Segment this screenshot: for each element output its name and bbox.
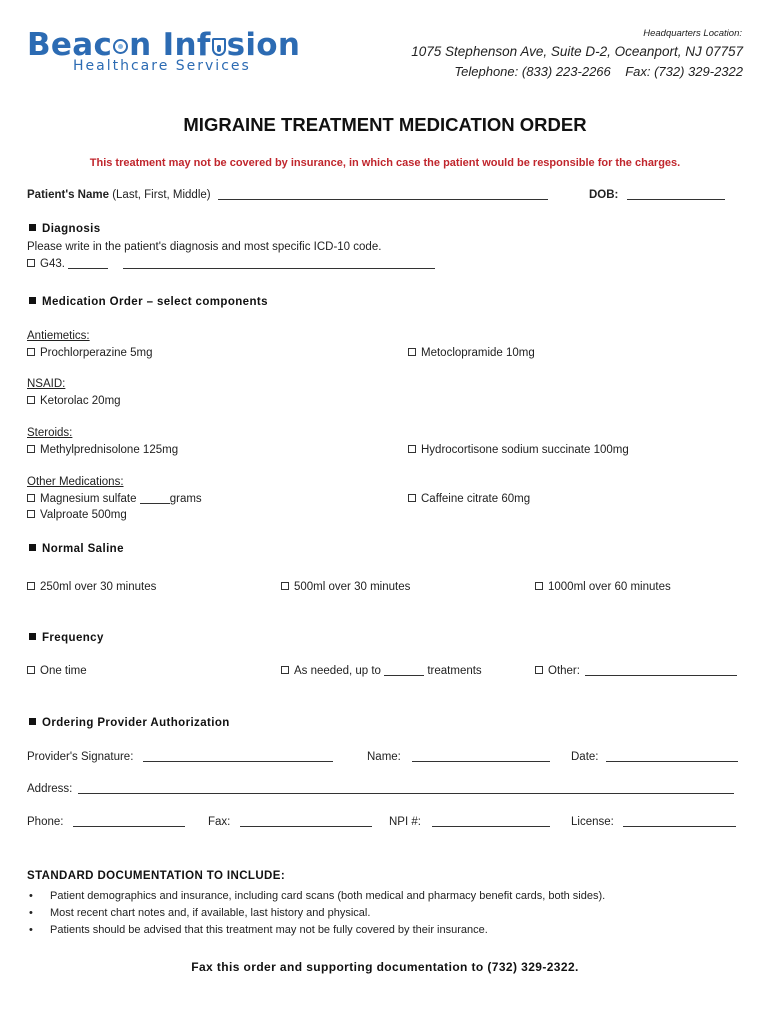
list-item: • Most recent chart notes and, if available, last history and physical. <box>27 905 605 922</box>
logo-o-icon <box>113 39 128 54</box>
documentation-heading: STANDARD DOCUMENTATION TO INCLUDE: <box>27 870 286 882</box>
black-square-icon <box>29 633 36 640</box>
antiemetics-label: Antiemetics: <box>27 330 90 342</box>
diagnosis-code-row <box>27 258 435 270</box>
metoclopramide-label: Metoclopramide 10mg <box>421 347 535 359</box>
fax-instructions: Fax this order and supporting documentation to (732) 329-2322. <box>191 960 579 974</box>
page-title: MIGRAINE TREATMENT MEDICATION ORDER <box>183 114 587 135</box>
nsaid-label: NSAID: <box>27 378 66 390</box>
patient-name-field[interactable] <box>218 189 548 200</box>
checkbox-icon[interactable] <box>408 445 416 453</box>
fax-label: Fax: <box>208 816 231 828</box>
frequency-as-needed-option[interactable] <box>281 665 482 677</box>
logo-iv-bag-icon <box>212 38 226 56</box>
hq-address: 1075 Stephenson Ave, Suite D-2, Oceanport, NJ 07757 <box>411 44 743 59</box>
address-row <box>27 783 734 795</box>
saline-heading-text: Normal Saline <box>42 543 124 555</box>
checkbox-icon[interactable] <box>27 259 35 267</box>
saline-250-label: 250ml over 30 minutes <box>40 581 157 593</box>
logo-text-part2: n Inf <box>129 27 211 63</box>
ketorolac-label: Ketorolac 20mg <box>40 395 121 407</box>
checkbox-icon[interactable] <box>27 348 35 356</box>
black-square-icon <box>29 224 36 231</box>
diagnosis-code-prefix: G43. <box>40 258 65 270</box>
treatments-label: treatments <box>424 665 482 677</box>
black-square-icon <box>29 297 36 304</box>
icd-code-field[interactable] <box>68 258 108 269</box>
dob-row <box>589 189 725 201</box>
frequency-other-label: Other: <box>548 665 580 677</box>
patient-name-hint: (Last, First, Middle) <box>112 189 211 201</box>
dob-field[interactable] <box>627 189 725 200</box>
logo-text-part1: Beac <box>27 27 113 63</box>
npi-field[interactable] <box>432 816 550 827</box>
caffeine-option[interactable] <box>408 493 530 505</box>
checkbox-icon[interactable] <box>27 666 35 674</box>
provider-signature-row <box>27 751 333 763</box>
checkbox-icon[interactable] <box>27 445 35 453</box>
authorization-heading <box>29 717 230 729</box>
checkbox-icon[interactable] <box>535 582 543 590</box>
saline-500-label: 500ml over 30 minutes <box>294 581 411 593</box>
license-label: License: <box>571 816 614 828</box>
diagnosis-description-field[interactable] <box>123 258 435 269</box>
insurance-warning: This treatment may not be covered by insurance, in which case the patient would be responsible for the charges. <box>89 157 681 169</box>
provider-name-field[interactable] <box>412 751 550 762</box>
dob-label: DOB: <box>589 189 619 201</box>
npi-row <box>389 816 550 828</box>
as-needed-label: As needed, up to <box>294 665 385 677</box>
magnesium-option[interactable] <box>27 493 202 505</box>
checkbox-icon[interactable] <box>27 494 35 502</box>
hydrocortisone-label: Hydrocortisone sodium succinate 100mg <box>421 444 629 456</box>
documentation-list <box>27 888 605 939</box>
frequency-other-option[interactable] <box>535 665 737 677</box>
provider-name-row <box>367 751 550 763</box>
logo-tagline: Healthcare Services <box>73 58 251 74</box>
caffeine-label: Caffeine citrate 60mg <box>421 493 531 505</box>
methylprednisolone-label: Methylprednisolone 125mg <box>40 444 179 456</box>
list-item: • Patients should be advised that this treatment may not be fully covered by their insurance. <box>27 922 605 939</box>
date-label: Date: <box>571 751 599 763</box>
prochlorperazine-option[interactable] <box>27 347 153 359</box>
other-medications-label: Other Medications: <box>27 476 124 488</box>
address-field[interactable] <box>78 783 734 794</box>
black-square-icon <box>29 718 36 725</box>
date-field[interactable] <box>606 751 738 762</box>
hq-telephone-fax: Telephone: (833) 223-2266 Fax: (732) 329-2322 <box>454 64 743 79</box>
phone-row <box>27 816 185 828</box>
prochlorperazine-label: Prochlorperazine 5mg <box>40 347 153 359</box>
magnesium-unit: grams <box>169 493 202 505</box>
steroids-label: Steroids: <box>27 427 73 439</box>
checkbox-icon[interactable] <box>281 666 289 674</box>
saline-250-option[interactable] <box>27 581 156 593</box>
valproate-label: Valproate 500mg <box>40 509 127 521</box>
checkbox-icon[interactable] <box>408 348 416 356</box>
checkbox-icon[interactable] <box>27 510 35 518</box>
diagnosis-heading <box>29 223 101 235</box>
methylprednisolone-option[interactable] <box>27 444 178 456</box>
fax-row <box>208 816 372 828</box>
authorization-heading-text: Ordering Provider Authorization <box>42 717 230 729</box>
fax-field[interactable] <box>240 816 372 827</box>
provider-name-label: Name: <box>367 751 401 763</box>
checkbox-icon[interactable] <box>281 582 289 590</box>
checkbox-icon[interactable] <box>27 582 35 590</box>
ketorolac-option[interactable] <box>27 395 121 407</box>
provider-signature-field[interactable] <box>143 751 333 762</box>
checkbox-icon[interactable] <box>27 396 35 404</box>
phone-field[interactable] <box>73 816 185 827</box>
frequency-heading <box>29 632 104 644</box>
patient-name-row <box>27 189 548 201</box>
treatments-count-field[interactable] <box>384 665 424 676</box>
license-field[interactable] <box>623 816 736 827</box>
saline-1000-label: 1000ml over 60 minutes <box>548 581 671 593</box>
hydrocortisone-option[interactable] <box>408 444 629 456</box>
list-item: • Patient demographics and insurance, including card scans (both medical and pharmacy benefit cards, both sides). <box>27 888 605 905</box>
saline-500-option[interactable] <box>281 581 410 593</box>
frequency-other-field[interactable] <box>585 665 737 676</box>
checkbox-icon[interactable] <box>535 666 543 674</box>
frequency-heading-text: Frequency <box>42 632 104 644</box>
diagnosis-heading-text: Diagnosis <box>42 223 101 235</box>
metoclopramide-option[interactable] <box>408 347 535 359</box>
license-row <box>571 816 736 828</box>
provider-signature-label: Provider's Signature: <box>27 751 134 763</box>
medication-heading-text: Medication Order – select components <box>42 296 268 308</box>
medication-heading <box>29 296 268 308</box>
magnesium-grams-field[interactable] <box>140 493 170 504</box>
diagnosis-instruction: Please write in the patient's diagnosis and most specific ICD-10 code. <box>27 241 382 253</box>
logo-text-part3: sion <box>226 27 301 63</box>
phone-label: Phone: <box>27 816 64 828</box>
one-time-label: One time <box>40 665 87 677</box>
patient-name-label: Patient's Name <box>27 189 109 201</box>
hq-label: Headquarters Location: <box>643 28 742 39</box>
saline-heading <box>29 543 124 555</box>
checkbox-icon[interactable] <box>408 494 416 502</box>
address-label: Address: <box>27 783 73 795</box>
valproate-option[interactable] <box>27 509 127 521</box>
npi-label: NPI #: <box>389 816 421 828</box>
saline-1000-option[interactable] <box>535 581 671 593</box>
frequency-one-time-option[interactable] <box>27 665 87 677</box>
black-square-icon <box>29 544 36 551</box>
date-row <box>571 751 738 763</box>
magnesium-label: Magnesium sulfate <box>40 493 140 505</box>
